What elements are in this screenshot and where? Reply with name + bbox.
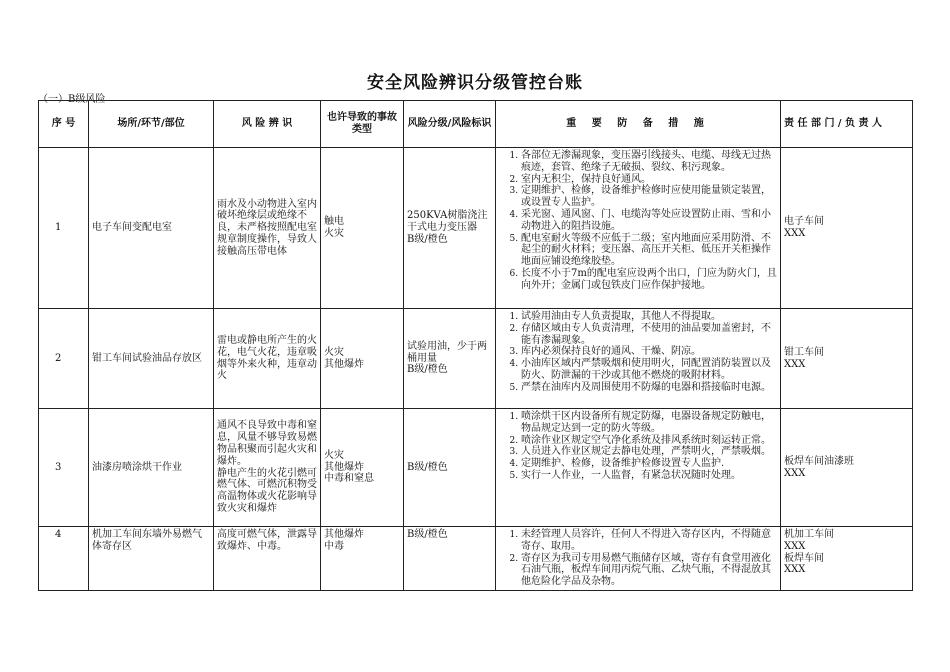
- measures-list: [499, 311, 777, 394]
- row-risk: 高度可燃气体，泄露导致爆炸、中毒。: [214, 527, 321, 591]
- measure-item: 4. 采光窗、通风窗、门、电缆沟等处应设置防止雨、雪和小动物进入的阻挡设施。: [521, 209, 777, 233]
- measure-item: 4. 定期维护、检修，设备维护检修设置专人监护.: [521, 458, 777, 470]
- measures-list: [499, 150, 777, 292]
- table-header-row: [39, 101, 913, 148]
- measure-item: 4. 小油库区域内严禁吸烟和使用明火，同配置消防装置以及防火、防泄漏的干沙或其他不燃烧的吸附材料。: [521, 358, 777, 382]
- measure-item: 5. 配电室耐火等级不应低于二级；室内地面应采用防滑、不起尘的耐火材料；变压器、高压开关柜、低压开关柜操作地面应铺设绝缘胶垫。: [521, 233, 777, 268]
- measure-item: 1. 各部位无渗漏现象，变压器引线接头、电缆、母线无过热痕迹，套管、绝缘子无破损、裂纹、积污现象。: [521, 150, 777, 174]
- row-owner: 板焊车间油漆班 XXX: [781, 409, 913, 527]
- row-place: 油漆房喷涂烘干作业: [89, 409, 214, 527]
- row-level: 250KVA树脂浇注干式电力变压器 B级/橙色: [404, 148, 496, 309]
- measure-item: 3. 人员进入作业区规定去静电处理，严禁明火，严禁吸烟。: [521, 446, 777, 458]
- header-place: 场所/环节/部位: [89, 101, 214, 148]
- row-owner: 电子车间 XXX: [781, 148, 913, 309]
- row-risk: 雷电或静电所产生的火花，电气火花，违章吸烟等外来火种，违章动火: [214, 309, 321, 409]
- measures-list: [499, 529, 777, 588]
- measure-item: 2. 喷涂作业区规定空气净化系统及排风系统时刻运转正常。: [521, 435, 777, 447]
- measures-list: [499, 411, 777, 482]
- row-accident: 触电 火灾: [321, 148, 404, 309]
- row-accident: 火灾 其他爆炸: [321, 309, 404, 409]
- measure-item: 3. 库内必须保持良好的通风、干燥、阴凉。: [521, 346, 777, 358]
- row-level: B级/橙色: [404, 527, 496, 591]
- measure-item: 2. 存储区域由专人负责清理，不使用的油品要加盖密封，不能有渗漏现象。: [521, 323, 777, 347]
- row-accident: 其他爆炸 中毒: [321, 527, 404, 591]
- measure-item: 1. 试验用油由专人负责提取，其他人不得提取。: [521, 311, 777, 323]
- row-measures: [496, 309, 781, 409]
- table-row: [39, 527, 913, 591]
- row-seq: 1: [39, 148, 89, 309]
- header-seq: 序 号: [39, 101, 89, 148]
- risk-ledger-table: [38, 100, 913, 591]
- table-row: [39, 409, 913, 527]
- measure-item: 1. 喷涂烘干区内设备所有规定防爆，电器设备规定防触电，物品规定达到一定的防火等级。: [521, 411, 777, 435]
- row-measures: [496, 148, 781, 309]
- row-measures: [496, 409, 781, 527]
- row-measures: [496, 527, 781, 591]
- row-owner: 机加工车间 XXX 板焊车间 XXX: [781, 527, 913, 591]
- row-owner: 钳工车间 XXX: [781, 309, 913, 409]
- header-risk: 风 险 辨 识: [214, 101, 321, 148]
- row-seq: 2: [39, 309, 89, 409]
- row-place: 钳工车间试验油品存放区: [89, 309, 214, 409]
- measure-item: 1. 未经管理人员容许，任何人不得进入寄存区内，不得随意寄存、取用。: [521, 529, 777, 553]
- table-row: [39, 309, 913, 409]
- row-seq: 3: [39, 409, 89, 527]
- header-owner: 责 任 部 门 / 负 责 人: [781, 101, 913, 148]
- page-title: 安全风险辨识分级管控台账: [367, 73, 583, 93]
- header-accident: 也许导致的事故类型: [321, 101, 404, 148]
- measure-item: 5. 实行一人作业，一人监督，有紧急状况随时处理。: [521, 470, 777, 482]
- measure-item: 2. 寄存区为我司专用易燃气瓶储存区域，寄存有食堂用液化石油气瓶，板焊车间用丙烷气瓶、乙炔气瓶，不得混放其他危险化学品及杂物。: [521, 553, 777, 588]
- row-risk: 通风不良导致中毒和窒息，风量不够导致易燃物品积聚而引起火灾和爆炸。 静电产生的火花引燃可燃气体、可燃沉积物受高温物体或火花影响导致火灾和爆炸: [214, 409, 321, 527]
- row-place: 机加工车间东墙外易燃气体寄存区: [89, 527, 214, 591]
- row-level: B级/橙色: [404, 409, 496, 527]
- header-measures: 重 要 防 备 措 施: [496, 101, 781, 148]
- row-seq: 4: [39, 527, 89, 591]
- measure-item: 2. 室内无积尘，保持良好通风。: [521, 174, 777, 186]
- row-level: 试验用油，少于两桶用量 B级/橙色: [404, 309, 496, 409]
- measure-item: 3. 定期维护、检修，设备维护检修时应使用能量锁定装置，或设置专人监护。: [521, 185, 777, 209]
- row-place: 电子车间变配电室: [89, 148, 214, 309]
- section-label: （一）B级风险: [38, 94, 106, 105]
- measure-item: 6. 长度不小于7m的配电室应设两个出口，门应为防火门，且向外开；金属门或包铁皮门应作保护接地。: [521, 268, 777, 292]
- header-level: 风险分级/风险标识: [404, 101, 496, 148]
- row-accident: 火灾 其他爆炸 中毒和窒息: [321, 409, 404, 527]
- row-risk: 雨水及小动物进入室内破坏绝缘层或绝缘不良，未严格按照配电室规章制度操作，导致人接触高压带电体: [214, 148, 321, 309]
- measure-item: 5. 严禁在油库内及周围使用不防爆的电器和搭接临时电源。: [521, 382, 777, 394]
- table-row: [39, 148, 913, 309]
